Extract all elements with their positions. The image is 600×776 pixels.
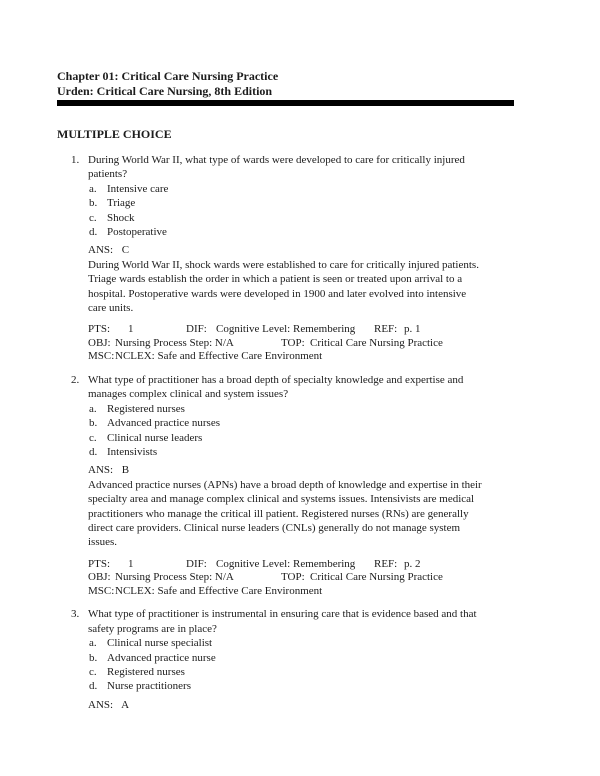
option-text: Clinical nurse specialist — [107, 637, 213, 650]
metadata-row — [88, 349, 543, 363]
document-subtitle: Urden: Critical Care Nursing, 8th Edition — [57, 84, 273, 98]
answer-value: A — [121, 698, 130, 711]
pts-value: 1 — [128, 323, 134, 336]
dif-value: Cognitive Level: Remembering — [216, 557, 356, 570]
option-text: Advanced practice nurses — [107, 417, 221, 430]
question-3 — [71, 607, 543, 712]
option-letter: a. — [89, 637, 97, 650]
option-text: Intensive care — [107, 182, 169, 195]
msc-value: NCLEX: Safe and Effective Care Environment — [115, 584, 323, 597]
ref-value: p. 1 — [404, 323, 421, 336]
option-letter: b. — [89, 197, 98, 210]
question-text-line: safety programs are in place? — [88, 622, 217, 635]
answer-value: C — [121, 244, 130, 257]
option-row — [89, 651, 543, 665]
metadata-row — [88, 584, 543, 598]
obj-label: OBJ: — [88, 571, 111, 584]
question-metadata — [88, 322, 543, 363]
option-row — [89, 182, 543, 196]
option-text: Postoperative — [107, 226, 167, 239]
option-text: Advanced practice nurse — [107, 651, 216, 664]
obj-label: OBJ: — [88, 336, 111, 349]
option-letter: c. — [89, 665, 97, 678]
option-text: Registered nurses — [107, 665, 185, 678]
option-letter: c. — [89, 431, 97, 444]
option-row — [89, 416, 543, 430]
metadata-row — [88, 322, 543, 336]
question-text-line: What type of practitioner is instrumental in ensuring care that is evidence based and that — [88, 608, 477, 621]
option-text: Registered nurses — [107, 402, 185, 415]
answer-row — [88, 698, 543, 712]
option-row — [89, 665, 543, 679]
question-2 — [71, 373, 543, 597]
rationale-line: hospital. Postoperative wards were developed in 1900 and later evolved into intensive — [88, 287, 467, 300]
option-letter: a. — [89, 182, 97, 195]
option-letter: d. — [89, 226, 98, 239]
option-row — [89, 225, 543, 239]
rationale-line: Advanced practice nurses (APNs) have a broad depth of knowledge and expertise in their — [88, 478, 482, 491]
question-text-line: What type of practitioner has a broad depth of specialty knowledge and expertise and — [88, 373, 464, 386]
option-letter: d. — [89, 446, 98, 458]
obj-value: Nursing Process Step: N/A — [115, 571, 234, 584]
question-text-line: manages complex clinical and system issues? — [88, 388, 289, 401]
option-row — [89, 636, 543, 650]
question-number: 3. — [71, 608, 80, 621]
answer-value: B — [121, 464, 130, 477]
answer-label: ANS: — [88, 698, 114, 711]
dif-label: DIF: — [186, 557, 207, 570]
question-number: 1. — [71, 154, 80, 166]
question-text-line: During World War II, what type of wards were developed to care for critically injured — [88, 154, 465, 166]
option-letter: b. — [89, 417, 98, 430]
divider-rule — [57, 100, 514, 106]
option-row — [89, 196, 543, 210]
option-row — [89, 211, 543, 225]
ref-label: REF: — [374, 557, 398, 570]
rationale-line: specialty area and manage complex clinical and systems issues. Intensivists are medical — [88, 493, 475, 506]
option-text: Intensivists — [107, 446, 158, 458]
rationale-line: During World War II, shock wards were established to care for critically injured patients. — [88, 258, 479, 271]
dif-value: Cognitive Level: Remembering — [216, 323, 356, 336]
option-text: Nurse practitioners — [107, 680, 191, 693]
option-text: Triage — [107, 197, 136, 210]
option-letter: a. — [89, 402, 97, 415]
document-header — [57, 69, 543, 106]
option-row — [89, 402, 543, 416]
metadata-row — [88, 336, 543, 350]
option-row — [89, 445, 543, 459]
pts-label: PTS: — [88, 557, 111, 570]
rationale-line: practitioners who manage the critical ill patient. Registered nurses (RNs) are generally — [88, 507, 469, 520]
option-text: Clinical nurse leaders — [107, 431, 203, 444]
msc-label: MSC: — [88, 350, 115, 363]
question-1 — [71, 153, 543, 363]
question-number: 2. — [71, 373, 80, 386]
option-letter: b. — [89, 651, 98, 664]
pts-value: 1 — [128, 557, 134, 570]
answer-row — [88, 243, 543, 257]
question-text-line: patients? — [88, 168, 128, 181]
obj-value: Nursing Process Step: N/A — [115, 336, 234, 349]
ref-label: REF: — [374, 323, 398, 336]
option-row — [89, 679, 543, 693]
top-label: TOP: — [281, 571, 305, 584]
top-value: Critical Care Nursing Practice — [310, 336, 443, 349]
metadata-row — [88, 557, 543, 571]
answer-row — [88, 463, 543, 477]
rationale-line: care units. — [88, 302, 134, 315]
msc-label: MSC: — [88, 584, 115, 597]
answer-label: ANS: — [88, 244, 114, 257]
dif-label: DIF: — [186, 323, 207, 336]
question-metadata — [88, 557, 543, 598]
ref-value: p. 2 — [404, 557, 421, 570]
document-title: Chapter 01: Critical Care Nursing Practice — [57, 69, 279, 83]
option-letter: d. — [89, 680, 98, 693]
option-letter: c. — [89, 211, 97, 224]
metadata-row — [88, 570, 543, 584]
top-label: TOP: — [281, 336, 305, 349]
option-row — [89, 431, 543, 445]
top-value: Critical Care Nursing Practice — [310, 571, 443, 584]
section-heading: MULTIPLE CHOICE — [57, 127, 172, 141]
msc-value: NCLEX: Safe and Effective Care Environment — [115, 350, 323, 363]
rationale-line: Triage wards establish the order in which a patient is seen or treated upon arrival to a — [88, 273, 463, 286]
rationale-line: issues. — [88, 536, 118, 549]
rationale-line: direct care providers. Clinical nurse leaders (CNLs) generally do not manage system — [88, 522, 461, 535]
option-text: Shock — [107, 211, 135, 224]
question-list — [57, 153, 543, 712]
pts-label: PTS: — [88, 323, 111, 336]
answer-label: ANS: — [88, 464, 114, 477]
